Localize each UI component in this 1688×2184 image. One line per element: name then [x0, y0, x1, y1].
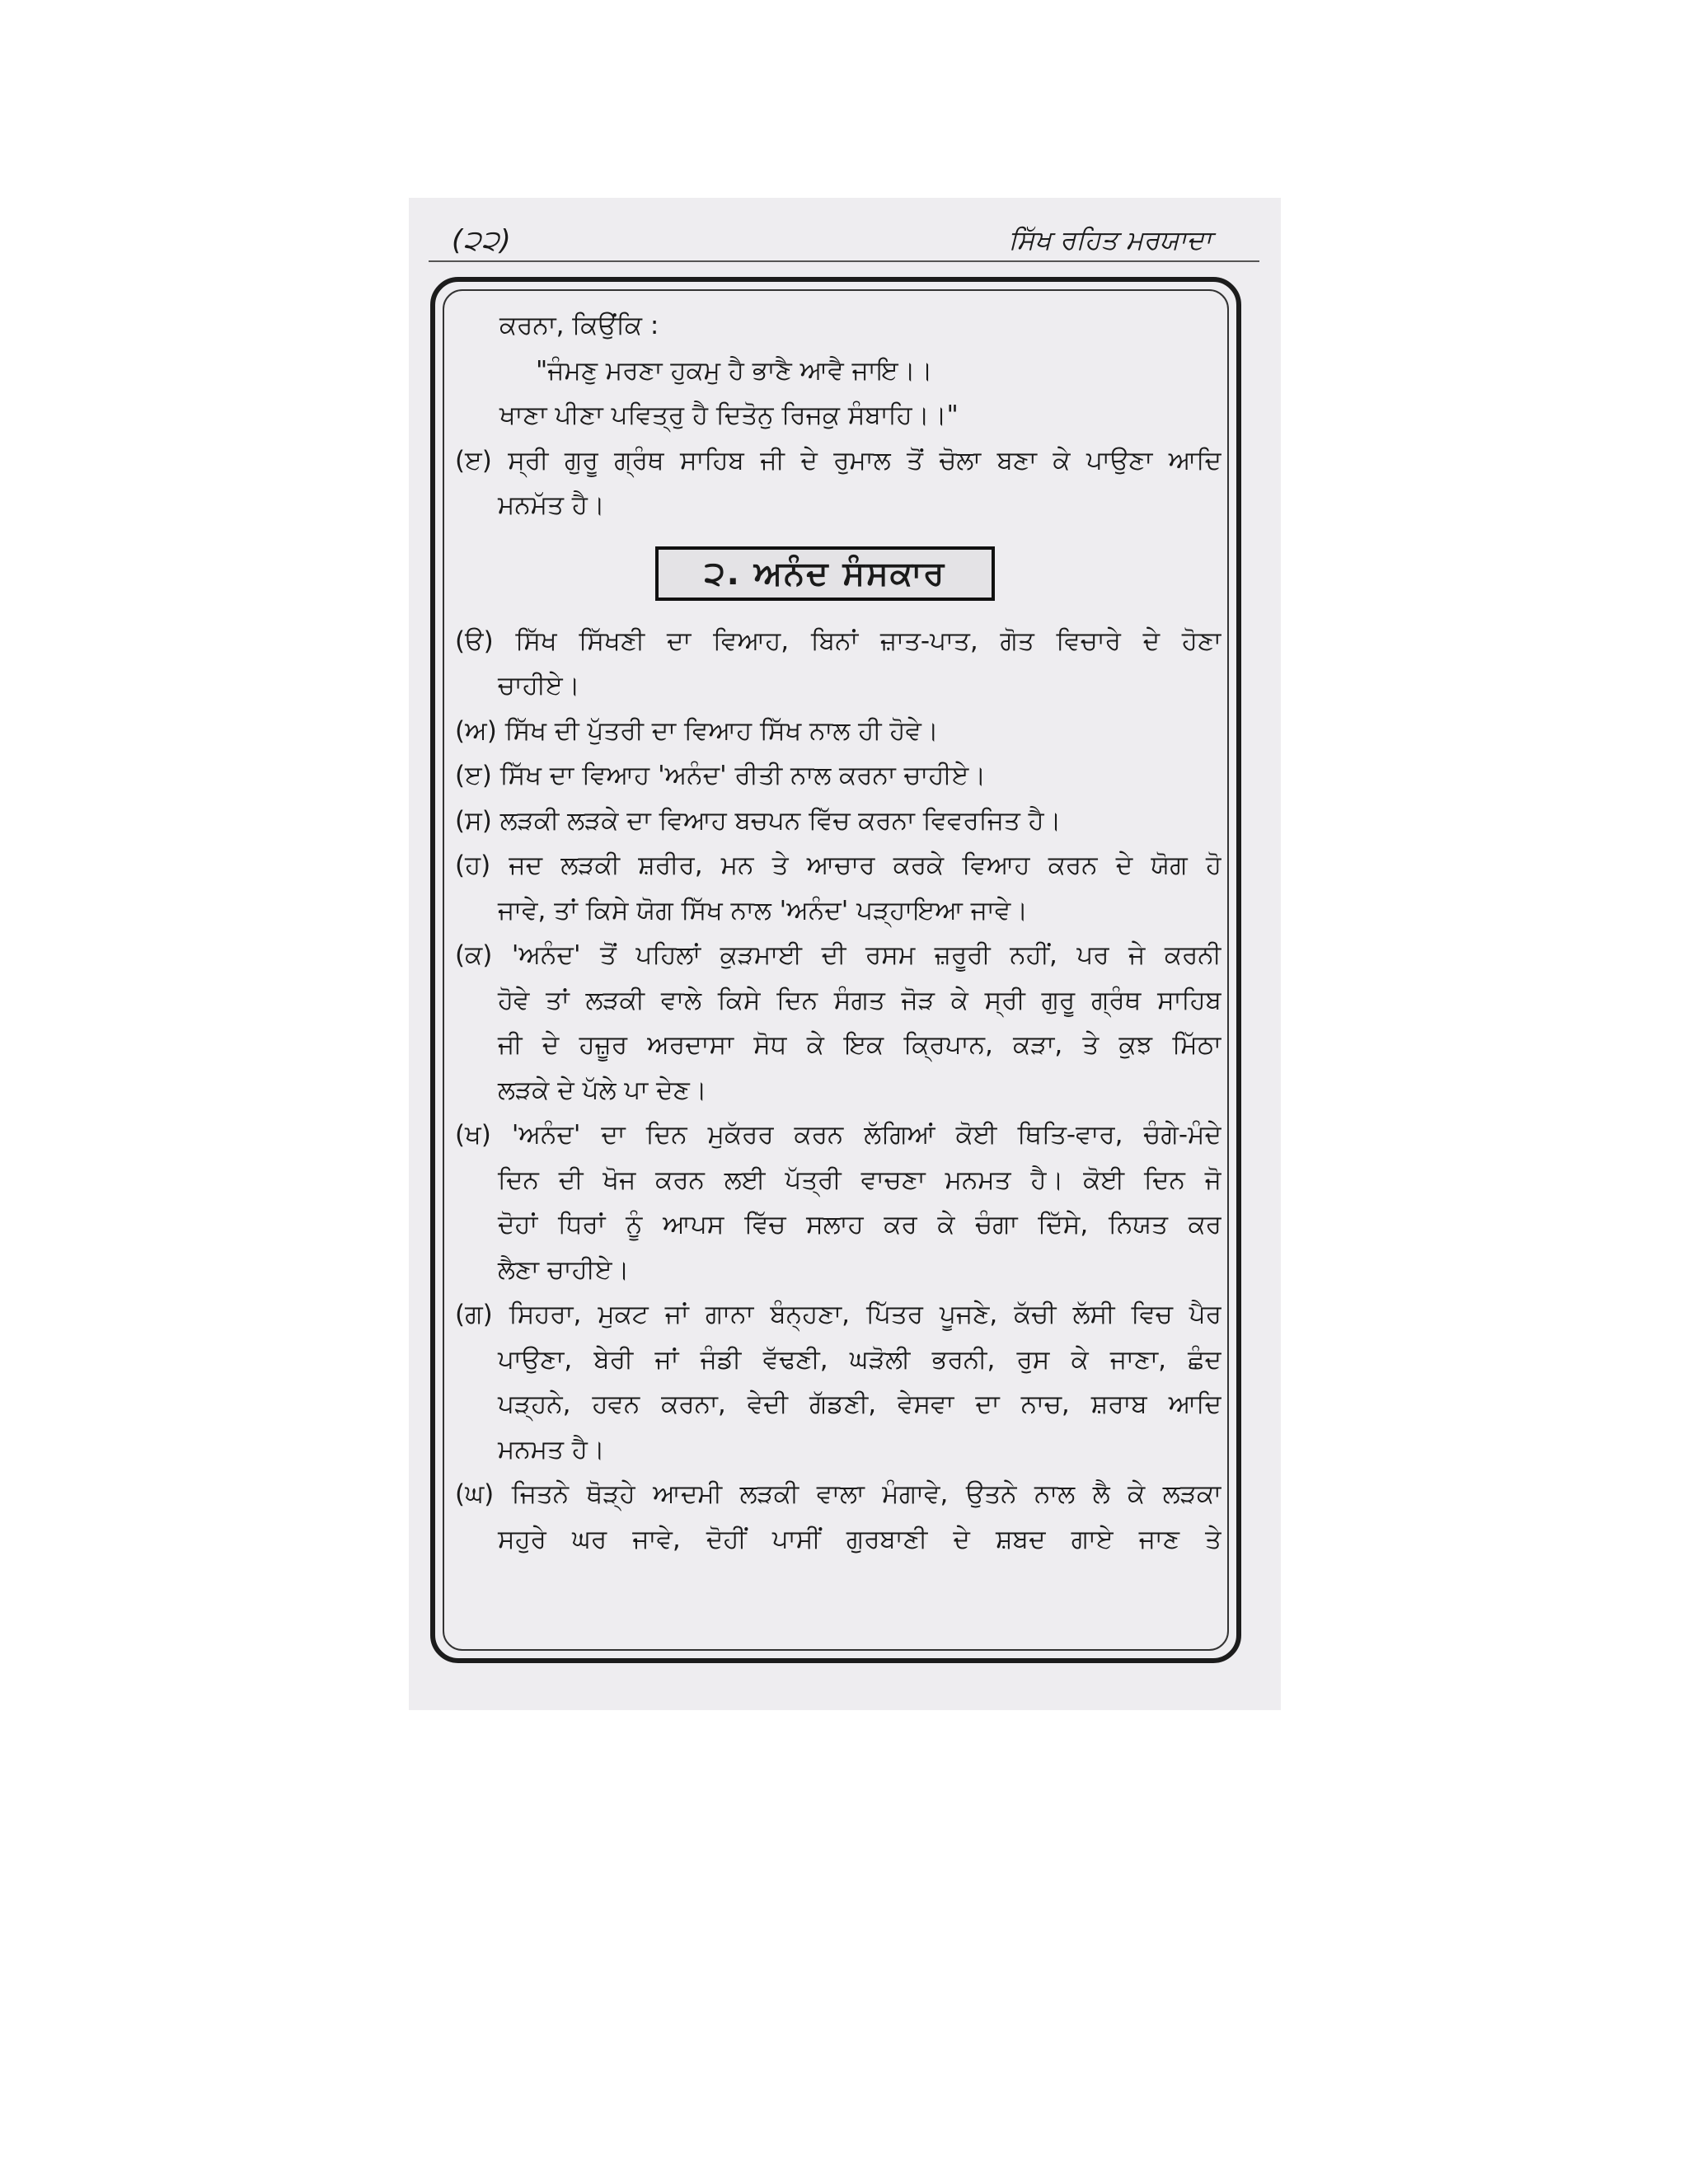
quote-line: ਖਾਣਾ ਪੀਣਾ ਪਵਿਤ੍ਰੁ ਹੈ ਦਿਤੋਨੁ ਰਿਜਕੁ ਸੰਬਾਹਿ।।": [499, 401, 959, 430]
clause-line: (ੲ) ਸ੍ਰੀ ਗੁਰੂ ਗ੍ਰੰਥ ਸਾਹਿਬ ਜੀ ਦੇ ਰੁਮਾਲ ਤੋਂ ਚੋਲਾ ਬਣਾ ਕੇ ਪਾਉਣਾ ਆਦਿ: [455, 445, 1221, 476]
clause-line: (ੳ) ਸਿੱਖ ਸਿੱਖਣੀ ਦਾ ਵਿਆਹ, ਬਿਨਾਂ ਜ਼ਾਤ-ਪਾਤ, ਗੋਤ ਵਿਚਾਰੇ ਦੇ ਹੋਣਾ: [455, 626, 1221, 656]
clause-line: ਦੋਹਾਂ ਧਿਰਾਂ ਨੂੰ ਆਪਸ ਵਿੱਚ ਸਲਾਹ ਕਰ ਕੇ ਚੰਗਾ ਦਿੱਸੇ, ਨਿਯਤ ਕਰ: [498, 1210, 1221, 1240]
quote-line: "ਜੰਮਣੁ ਮਰਣਾ ਹੁਕਮੁ ਹੈ ਭਾਣੈ ਆਵੈ ਜਾਇ।।: [536, 355, 933, 386]
section-heading: ੨. ਅਨੰਦ ਸੰਸਕਾਰ: [655, 546, 995, 601]
page-number: (੨੨): [452, 224, 512, 257]
clause-line: (ਕ) 'ਅਨੰਦ' ਤੋਂ ਪਹਿਲਾਂ ਕੁੜਮਾਈ ਦੀ ਰਸਮ ਜ਼ਰੂਰੀ ਨਹੀਂ, ਪਰ ਜੇ ਕਰਨੀ: [455, 940, 1221, 970]
clause-line: ਲੜਕੇ ਦੇ ਪੱਲੇ ਪਾ ਦੇਣ।: [498, 1075, 707, 1105]
clause-line: ਮਨਮੱਤ ਹੈ।: [498, 490, 605, 520]
clause-line: ਜਾਵੇ, ਤਾਂ ਕਿਸੇ ਯੋਗ ਸਿੱਖ ਨਾਲ 'ਅਨੰਦ' ਪੜ੍ਹਾਇਆ ਜਾਵੇ।: [498, 895, 1029, 926]
clause-line: (ਅ) ਸਿੱਖ ਦੀ ਪੁੱਤਰੀ ਦਾ ਵਿਆਹ ਸਿੱਖ ਨਾਲ ਹੀ ਹੋਵੇ।: [455, 715, 939, 746]
clause-line: ਪੜ੍ਹਨੇ, ਹਵਨ ਕਰਨਾ, ਵੇਦੀ ਗੱਡਣੀ, ਵੇਸਵਾ ਦਾ ਨਾਚ, ਸ਼ਰਾਬ ਆਦਿ: [498, 1390, 1221, 1419]
clause-line: ਹੋਵੇ ਤਾਂ ਲੜਕੀ ਵਾਲੇ ਕਿਸੇ ਦਿਨ ਸੰਗਤ ਜੋੜ ਕੇ ਸ੍ਰੀ ਗੁਰੂ ਗ੍ਰੰਥ ਸਾਹਿਬ: [498, 985, 1221, 1015]
clause-line: ਚਾਹੀਏ।: [498, 671, 580, 701]
clause-line: ਲੈਣਾ ਚਾਹੀਏ।: [498, 1254, 630, 1285]
clause-line: (ਖ) 'ਅਨੰਦ' ਦਾ ਦਿਨ ਮੁਕੱਰਰ ਕਰਨ ਲੱਗਿਆਂ ਕੋਈ ਥਿਤਿ-ਵਾਰ, ਚੰਗੇ-ਮੰਦੇ: [455, 1120, 1221, 1150]
clause-line: (ੲ) ਸਿੱਖ ਦਾ ਵਿਆਹ 'ਅਨੰਦ' ਰੀਤੀ ਨਾਲ ਕਰਨਾ ਚਾਹੀਏ।: [455, 761, 987, 790]
clause-line: (ਗ) ਸਿਹਰਾ, ਮੁਕਟ ਜਾਂ ਗਾਨਾ ਬੰਨ੍ਹਣਾ, ਪਿੱਤਰ ਪੂਜਣੇ, ਕੱਚੀ ਲੱਸੀ ਵਿਚ ਪੈਰ: [455, 1300, 1221, 1329]
clause-line: ਮਨਮਤ ਹੈ।: [498, 1434, 605, 1465]
section-heading-row: [455, 528, 1221, 619]
text-line: ਕਰਨਾ, ਕਿਉਂਕਿ :: [499, 311, 659, 340]
clause-line: ਜੀ ਦੇ ਹਜ਼ੂਰ ਅਰਦਾਸਾ ਸੋਧ ਕੇ ਇਕ ਕ੍ਰਿਪਾਨ, ਕੜਾ, ਤੇ ਕੁਝ ਮਿੱਠਾ: [498, 1030, 1221, 1060]
clause-line: (ਸ) ਲੜਕੀ ਲੜਕੇ ਦਾ ਵਿਆਹ ਬਚਪਨ ਵਿੱਚ ਕਰਨਾ ਵਿਵਰਜਿਤ ਹੈ।: [455, 805, 1062, 836]
page-text: [455, 303, 1221, 1562]
clause-line: (ਘ) ਜਿਤਨੇ ਥੋੜ੍ਹੇ ਆਦਮੀ ਲੜਕੀ ਵਾਲਾ ਮੰਗਾਵੇ, ਉਤਨੇ ਨਾਲ ਲੈ ਕੇ ਲੜਕਾ: [455, 1479, 1221, 1509]
clause-line: ਦਿਨ ਦੀ ਖੋਜ ਕਰਨ ਲਈ ਪੱਤ੍ਰੀ ਵਾਚਣਾ ਮਨਮਤ ਹੈ। ਕੋਈ ਦਿਨ ਜੋ: [498, 1165, 1221, 1195]
clause-line: (ਹ) ਜਦ ਲੜਕੀ ਸ਼ਰੀਰ, ਮਨ ਤੇ ਆਚਾਰ ਕਰਕੇ ਵਿਆਹ ਕਰਨ ਦੇ ਯੋਗ ਹੋ: [455, 851, 1221, 880]
header-rule: [429, 260, 1259, 262]
running-title: ਸਿੱਖ ਰਹਿਤ ਮਰਯਾਦਾ: [1008, 224, 1212, 255]
clause-line: ਸਹੁਰੇ ਘਰ ਜਾਵੇ, ਦੋਹੀਂ ਪਾਸੀਂ ਗੁਰਬਾਣੀ ਦੇ ਸ਼ਬਦ ਗਾਏ ਜਾਣ ਤੇ: [498, 1524, 1221, 1554]
clause-line: ਪਾਉਣਾ, ਬੇਰੀ ਜਾਂ ਜੰਡੀ ਵੱਢਣੀ, ਘੜੋਲੀ ਭਰਨੀ, ਰੁਸ ਕੇ ਜਾਣਾ, ਛੰਦ: [498, 1344, 1221, 1375]
